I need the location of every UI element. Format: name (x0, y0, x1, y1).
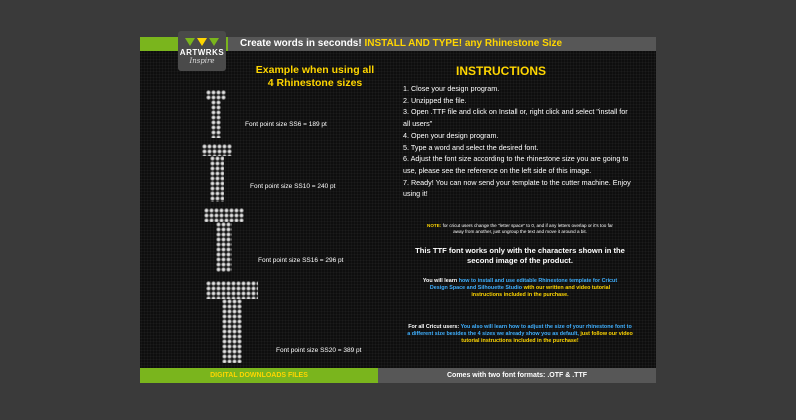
ttf-notice: This TTF font works only with the characters shown in the second image of the product. (415, 246, 625, 265)
instructions-list (403, 83, 633, 200)
logo-triangles-icon (185, 38, 219, 46)
note-label: NOTE: (427, 223, 442, 228)
footer-downloads-label: DIGITAL DOWNLOADS FILES (140, 368, 378, 383)
tagline-white: Create words in seconds! (240, 38, 362, 49)
rhinestone-sample-ss16 (204, 208, 244, 272)
instruction-step: 6. Adjust the font size according to the rhinestone size you are going to use, please see the reference on the left side of this image. (403, 154, 629, 175)
cricut-note (425, 223, 615, 235)
learn-notice: You will learn how to install and use editable Rhinestone template for Cricut Design Space and Silhouette Studio with our written and video tutorial instructions included in the purchase. (422, 278, 618, 298)
rhinestone-sample-ss10 (202, 144, 232, 202)
rhinestone-sample-ss6 (206, 90, 226, 138)
instruction-step: 3. Open .TTF file and click on Install or, right click and select "install for all users" (403, 107, 628, 129)
sample-caption-ss10: Font point size SS10 = 240 pt (250, 183, 336, 190)
instruction-step: 1. Close your design program. (403, 84, 500, 93)
header-tagline (228, 37, 656, 51)
artwrks-logo (178, 31, 226, 71)
sample-caption-ss20: Font point size SS20 = 389 pt (276, 347, 362, 354)
sample-caption-ss6: Font point size SS6 = 189 pt (245, 121, 327, 128)
instruction-step: 7. Ready! You can now send your template to the cutter machine. Enjoy using it! (403, 177, 631, 199)
examples-heading: Example when using all 4 Rhinestone sizes (255, 64, 375, 89)
rhinestone-sample-ss20 (206, 281, 258, 363)
footer-bar (140, 368, 656, 383)
note-text: for cricut users change the "letter space" to 0, and if any letters overlap or it's too far away from another, just ungroup the text and move it around a bit. (442, 223, 613, 234)
instructions-title: INSTRUCTIONS (456, 64, 546, 78)
logo-script: Inspire (189, 56, 215, 65)
footer-formats-label: Comes with two font formats: .OTF & .TTF (378, 368, 656, 383)
instruction-step: 5. Type a word and select the desired font. (403, 142, 539, 152)
tagline-yellow: INSTALL AND TYPE! any Rhinestone Size (364, 38, 563, 49)
instruction-step: 4. Open your design program. (403, 130, 499, 140)
logo-brand: ARTWRKS (179, 47, 225, 57)
sample-caption-ss16: Font point size SS16 = 296 pt (258, 257, 344, 264)
product-image (140, 37, 656, 383)
cricut-users-notice: For all Cricut users: You also will learn how to adjust the size of your rhinestone font to a different size besides the 4 sizes we already show you as default, just follow our video tutorial instructions included in the purchase! (407, 324, 633, 344)
instruction-step: 2. Unzipped the file. (403, 95, 467, 105)
